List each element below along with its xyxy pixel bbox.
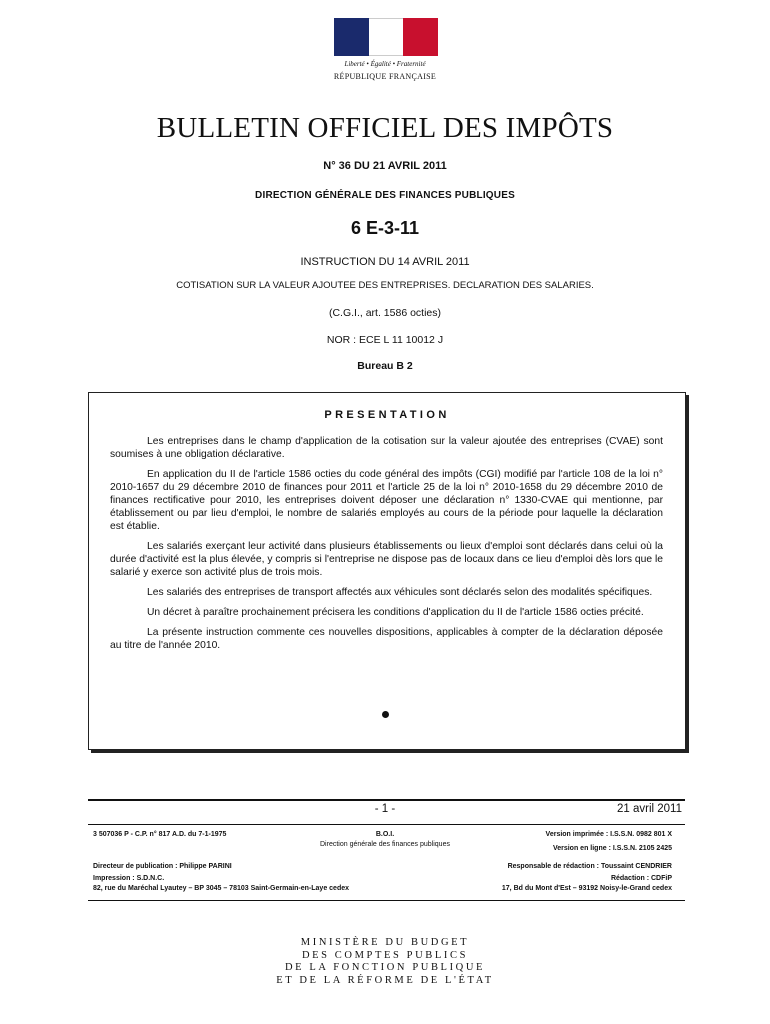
nor-reference: NOR : ECE L 11 10012 J: [326, 334, 444, 346]
paragraph: Les salariés des entreprises de transport affectés aux véhicules sont déclarés selon des modalités spécifiques.: [147, 587, 653, 598]
paragraph: Les entreprises dans le champ d'application de la cotisation sur la valeur ajoutée des entreprises (CVAE) sont soumises à une obligation déclarative.: [110, 436, 663, 460]
divider: [88, 799, 685, 801]
paragraph: En application du II de l'article 1586 octies du code général des impôts (CGI) modifié par l'article 108 de la loi n° 2010-1657 du 29 décembre 2010 de finances pour 2011 et l'article 25 de la loi n° 2010-1658 du 29 décembre 2010 de finances rectificative pour 2010, les entreprises doivent déposer une déclaration n° 1330-CVAE qui mentionne, par établissement ou par lieu d'emploi, le nombre de salariés employés au cours de la période pour laquelle la déclaration est établie.: [110, 469, 663, 532]
footer-issn: Version imprimée : I.S.S.N. 0982 801 X Version en ligne : I.S.S.N. 2105 2425: [545, 831, 672, 852]
footer-code: 3 507036 P - C.P. n° 817 A.D. du 7-1-1975: [93, 831, 227, 838]
document-reference: 6 E-3-11: [350, 218, 420, 238]
ministry-signature: MINISTÈRE DU BUDGET DES COMPTES PUBLICS DE LA FONCTION PUBLIQUE ET DE LA RÉFORME DE L'ÉTAT: [276, 937, 494, 986]
paragraph: Les salariés exerçant leur activité dans plusieurs établissements ou lieux d'emploi sont déclarés dans celui où la durée d'activité est la plus élevée, y compris si l'entreprise ne dispose pas de locaux dans ce lieu d'emploi dès lors que le salarié y exerce son activité plus de trois mois.: [110, 541, 663, 578]
presentation-body: [110, 435, 663, 659]
bullet-icon: [382, 711, 389, 718]
publication-date: 21 avril 2011: [617, 803, 682, 815]
presentation-title: PRESENTATION: [324, 409, 450, 421]
paragraph: La présente instruction commente ces nouvelles dispositions, applicables à compter de la déclaration déposée au titre de l'année 2010.: [110, 627, 663, 651]
paragraph: Un décret à paraître prochainement précisera les conditions d'application du II de l'article 1586 octies précité.: [147, 607, 644, 618]
footer-publisher: B.O.I. Direction générale des finances publiques: [320, 831, 450, 848]
footer-editor: Responsable de rédaction : Toussaint CENDRIER Rédaction : CDFiP 17, Bd du Mont d'Est – 93192 Noisy-le-Grand cedex: [501, 863, 672, 892]
marianne-logo: [330, 18, 440, 86]
direction-label: DIRECTION GÉNÉRALE DES FINANCES PUBLIQUES: [255, 190, 515, 201]
divider: [88, 824, 685, 825]
subject-line: COTISATION SUR LA VALEUR AJOUTEE DES ENTREPRISES. DECLARATION DES SALARIES.: [176, 280, 594, 291]
instruction-date: INSTRUCTION DU 14 AVRIL 2011: [300, 256, 470, 268]
page-title: BULLETIN OFFICIEL DES IMPÔTS: [156, 112, 614, 144]
bureau-label: Bureau B 2: [357, 360, 413, 372]
footer-director: Directeur de publication : Philippe PARINI Impression : S.D.N.C. 82, rue du Maréchal Lyautey – BP 3045 – 78103 Saint-Germain-en-Laye cedex: [93, 863, 350, 892]
divider: [88, 900, 685, 901]
tricolor-flag-icon: [334, 18, 438, 56]
motto: Liberté • Égalité • Fraternité: [344, 60, 426, 68]
cgi-reference: (C.G.I., art. 1586 octies): [328, 307, 442, 319]
presentation-box: [88, 392, 686, 750]
page-number: - 1 -: [374, 803, 396, 815]
republic-label: RÉPUBLIQUE FRANÇAISE: [333, 72, 437, 81]
issue-number: N° 36 DU 21 AVRIL 2011: [323, 160, 447, 172]
